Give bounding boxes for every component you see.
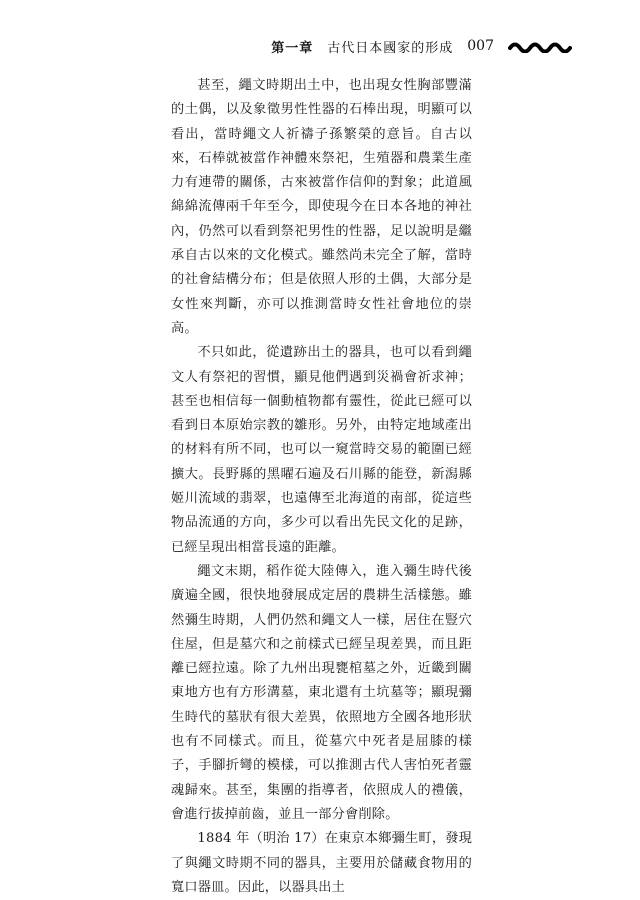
- body-text: [171, 74, 472, 900]
- paragraph: 不只如此，從遺跡出土的器具，也可以看到繩文人有祭祀的習慣，顯見他們遇到災禍會祈求神；甚至也相信每一個動植物都有靈性，從此已經可以看到日本原始宗教的雛形。另外，由特定地域產出的材料有所不同，也可以一窺當時交易的範圍已經擴大。長野縣的黑曜石遍及石川縣的能登，新潟縣姬川流域的翡翠，也遠傳至北海道的南部，從這些物品流通的方向，多少可以看出先民文化的足跡，已經呈現出相當長遠的距離。: [171, 345, 472, 555]
- paragraph: 1884 年（明治 17）在東京本鄉彌生町，發現了與繩文時期不同的器具，主要用於儲藏食物用的寬口器皿。因此，以器具出土: [171, 831, 472, 895]
- wave-ornament-icon: [508, 39, 574, 53]
- chapter-label: 第一章: [271, 40, 314, 56]
- paragraph: 繩文末期，稻作從大陸傳入，進入彌生時代後廣遍全國，很快地發展成定居的農耕生活樣態。雖然彌生時期，人們仍然和繩文人一樣，居住在豎穴住屋，但是墓穴和之前樣式已經呈現差異，而且距離已經拉遠。除了九州出現甕棺墓之外，近畿到關東地方也有方形溝墓，東北還有土坑墓等；顯現彌生時代的墓狀有很大差異，依照地方全國各地形狀也有不同樣式。而且，從墓穴中死者是屈膝的樣子，手腳折彎的模樣，可以推測古代人害怕死者靈魂歸來。甚至，集團的指導者，依照成人的禮儀，會進行拔掉前齒，並且一部分會削除。: [171, 563, 472, 822]
- chapter-title: 古代日本國家的形成: [327, 40, 454, 56]
- paragraph: 甚至，繩文時期出土中，也出現女性胸部豐滿的土偶，以及象徵男性性器的石棒出現，明顯可以看出，當時繩文人祈禱子孫繁榮的意旨。自古以來，石棒就被當作神體來祭祀，生殖器和農業生產力有連帶的關係，古來被當作信仰的對象；此道風綿綿流傳兩千年至今，即使現今在日本各地的神社內，仍然可以看到祭祀男性的性器，足以說明是繼承自古以來的文化模式。雖然尚未完全了解，當時的社會結構分布；但是依照人形的土偶，大部分是女性來判斷，亦可以推測當時女性社會地位的崇高。: [171, 78, 472, 336]
- running-header: [271, 34, 574, 58]
- page-number: 007: [467, 38, 494, 54]
